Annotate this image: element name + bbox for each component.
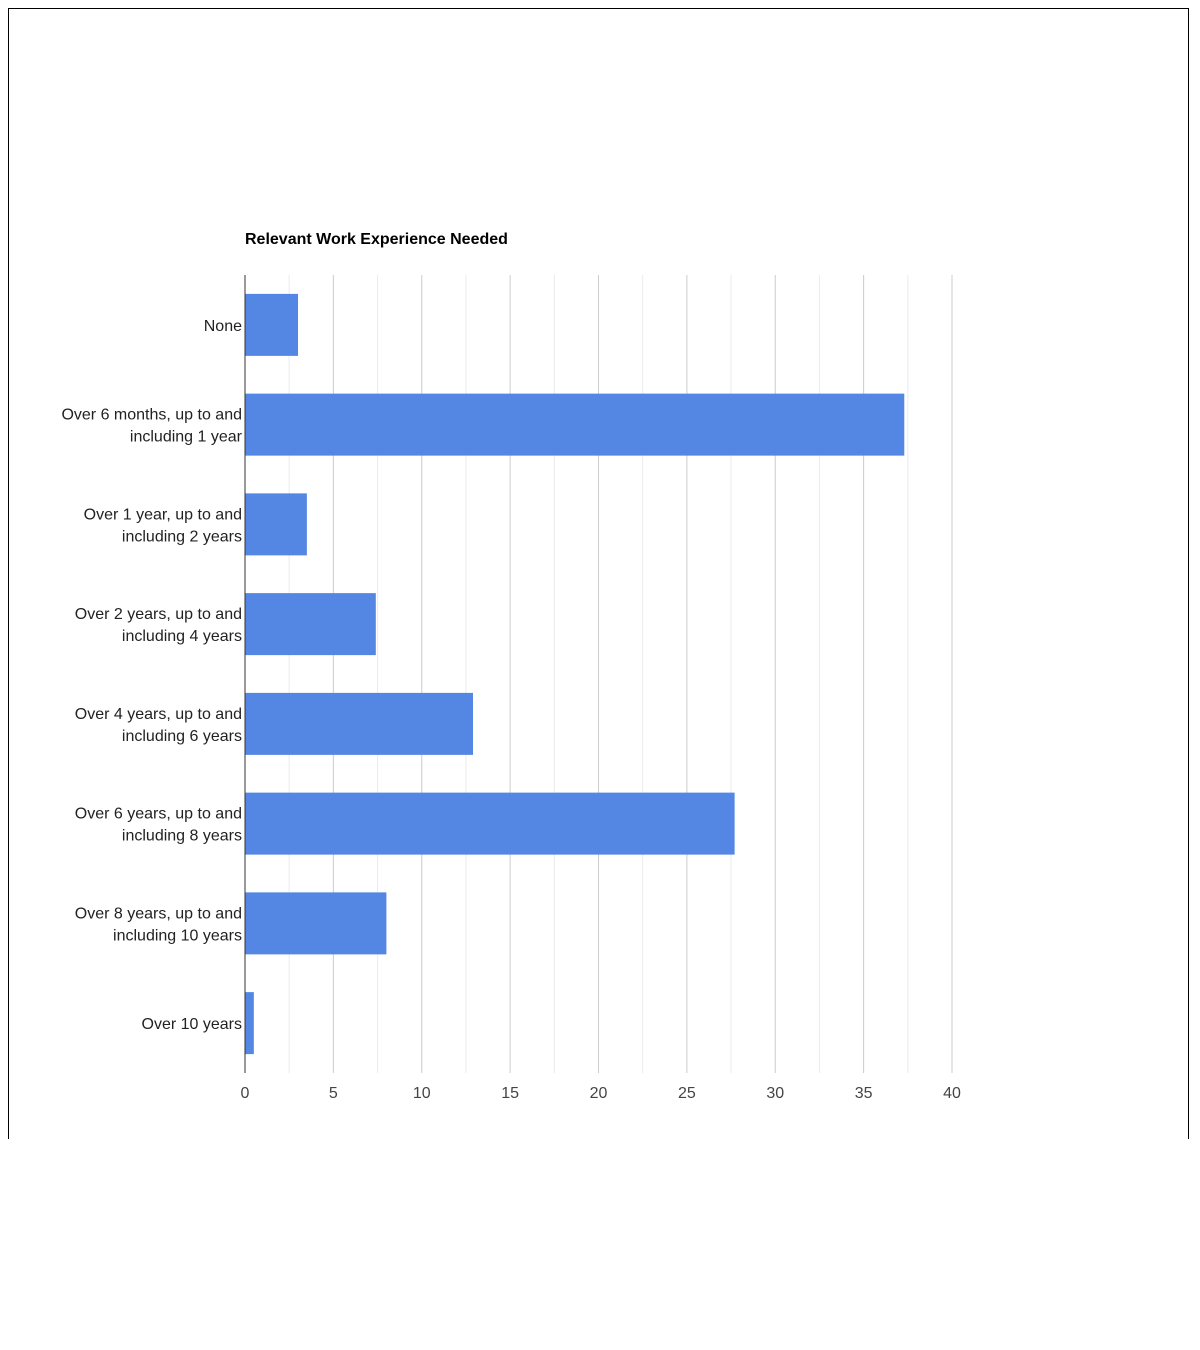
bar xyxy=(245,892,386,954)
category-label xyxy=(84,506,242,545)
category-label-line: None xyxy=(203,317,242,335)
bar xyxy=(245,593,376,655)
category-label-line: including 10 years xyxy=(113,927,242,945)
category-label-line: Over 1 year, up to and xyxy=(83,506,242,524)
category-label xyxy=(204,318,242,335)
category-label-line: Over 10 years xyxy=(141,1016,242,1034)
category-label xyxy=(61,407,242,446)
category-label xyxy=(75,606,242,645)
category-label-line: including 2 years xyxy=(121,528,242,546)
x-axis-ticks xyxy=(241,1085,961,1102)
x-tick-label: 20 xyxy=(589,1085,608,1102)
category-label-line: Over 4 years, up to and xyxy=(74,705,242,723)
x-tick-label: 5 xyxy=(328,1085,338,1102)
category-label xyxy=(75,806,242,845)
bar xyxy=(245,294,298,356)
category-label-line: Over 8 years, up to and xyxy=(74,905,242,923)
bar xyxy=(245,992,254,1054)
category-label-line: including 1 year xyxy=(129,428,242,446)
x-tick-label: 35 xyxy=(854,1085,873,1102)
bar xyxy=(245,793,735,855)
x-tick-label: 0 xyxy=(240,1085,250,1102)
category-label-line: Over 6 years, up to and xyxy=(74,805,242,823)
x-tick-label: 15 xyxy=(501,1085,520,1102)
x-tick-label: 40 xyxy=(943,1085,961,1102)
bars xyxy=(245,294,904,1054)
x-tick-label: 25 xyxy=(677,1085,696,1102)
category-labels xyxy=(61,318,242,1033)
category-label-line: Over 2 years, up to and xyxy=(74,606,242,624)
category-label xyxy=(75,706,242,745)
category-label xyxy=(142,1016,242,1033)
category-label-line: including 8 years xyxy=(121,827,242,845)
chart-title: Relevant Work Experience Needed xyxy=(245,231,508,248)
x-tick-label: 10 xyxy=(412,1085,431,1102)
category-label-line: including 4 years xyxy=(121,628,242,646)
bar xyxy=(245,493,307,555)
bar xyxy=(245,394,904,456)
category-label-line: Over 6 months, up to and xyxy=(61,406,242,424)
x-tick-label: 30 xyxy=(766,1085,785,1102)
bar xyxy=(245,693,473,755)
category-label-line: including 6 years xyxy=(121,727,242,745)
category-label xyxy=(75,905,242,944)
